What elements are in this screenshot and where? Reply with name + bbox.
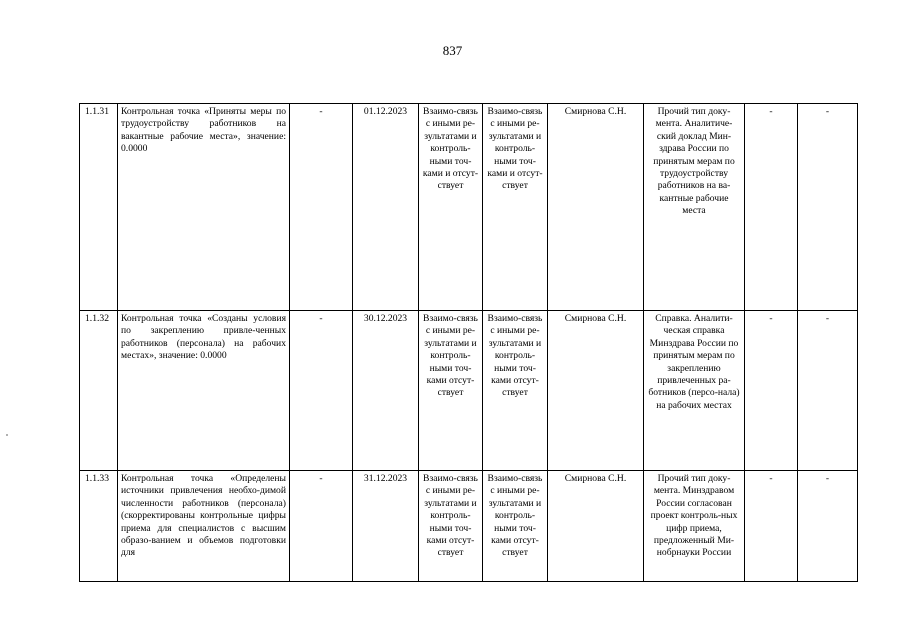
due-date: 31.12.2023 [353, 471, 419, 582]
extra-column-2: - [798, 471, 858, 582]
extra-column-1: - [745, 311, 798, 471]
row-number: 1.1.32 [80, 311, 118, 471]
control-point-name: Контрольная точка «Приняты меры по трудоустройству работников на вакантные рабочие места», значение: 0.0000 [118, 104, 290, 311]
due-date: 30.12.2023 [353, 311, 419, 471]
link-predecessors: Взаимо-связь с иными ре-зультатами и контроль-ными точ-ками и отсут-ствует [419, 104, 483, 311]
scan-dot [6, 434, 8, 436]
previous-value: - [290, 104, 353, 311]
responsible-person: Смирнова С.Н. [548, 311, 644, 471]
link-successors: Взаимо-связь с иными ре-зультатами и контроль-ными точ-ками отсут-ствует [483, 471, 548, 582]
previous-value: - [290, 311, 353, 471]
extra-column-2: - [798, 104, 858, 311]
confirming-document: Прочий тип доку-мента. Аналитиче-ский доклад Мин-здрава России по принятым мерам по трудоустройству работников на ва-кантные рабочие места [644, 104, 745, 311]
row-number: 1.1.33 [80, 471, 118, 582]
table-row [80, 311, 858, 471]
control-point-name: Контрольная точка «Определены источники привлечения необхо-димой численности работников (персонала) (скорректированы контрольные цифры приема для специалистов с высшим образо-ванием и объемов подготовки для [118, 471, 290, 582]
table-row [80, 104, 858, 311]
table-row [80, 471, 858, 582]
confirming-document: Справка. Аналити-ческая справка Минздрава России по принятым мерам по закреплению привлеченных ра-ботников (персо-нала) на рабочих местах [644, 311, 745, 471]
link-successors: Взаимо-связь с иными ре-зультатами и контроль-ными точ-ками отсут-ствует [483, 311, 548, 471]
extra-column-2: - [798, 311, 858, 471]
link-successors: Взаимо-связь с иными ре-зультатами и контроль-ными точ-ками и отсут-ствует [483, 104, 548, 311]
link-predecessors: Взаимо-связь с иными ре-зультатами и контроль-ными точ-ками отсут-ствует [419, 471, 483, 582]
due-date: 01.12.2023 [353, 104, 419, 311]
responsible-person: Смирнова С.Н. [548, 471, 644, 582]
link-predecessors: Взаимо-связь с иными ре-зультатами и контроль-ными точ-ками отсут-ствует [419, 311, 483, 471]
extra-column-1: - [745, 471, 798, 582]
control-points-table [79, 103, 858, 582]
previous-value: - [290, 471, 353, 582]
page-number: 837 [442, 43, 463, 58]
row-number: 1.1.31 [80, 104, 118, 311]
confirming-document: Прочий тип доку-мента. Минздравом России согласован проект контроль-ных цифр приема, предложенный Ми-нобрнауки России [644, 471, 745, 582]
extra-column-1: - [745, 104, 798, 311]
responsible-person: Смирнова С.Н. [548, 104, 644, 311]
control-point-name: Контрольная точка «Созданы условия по закреплению привле-ченных работников (персонала) на рабочих местах», значение: 0.0000 [118, 311, 290, 471]
